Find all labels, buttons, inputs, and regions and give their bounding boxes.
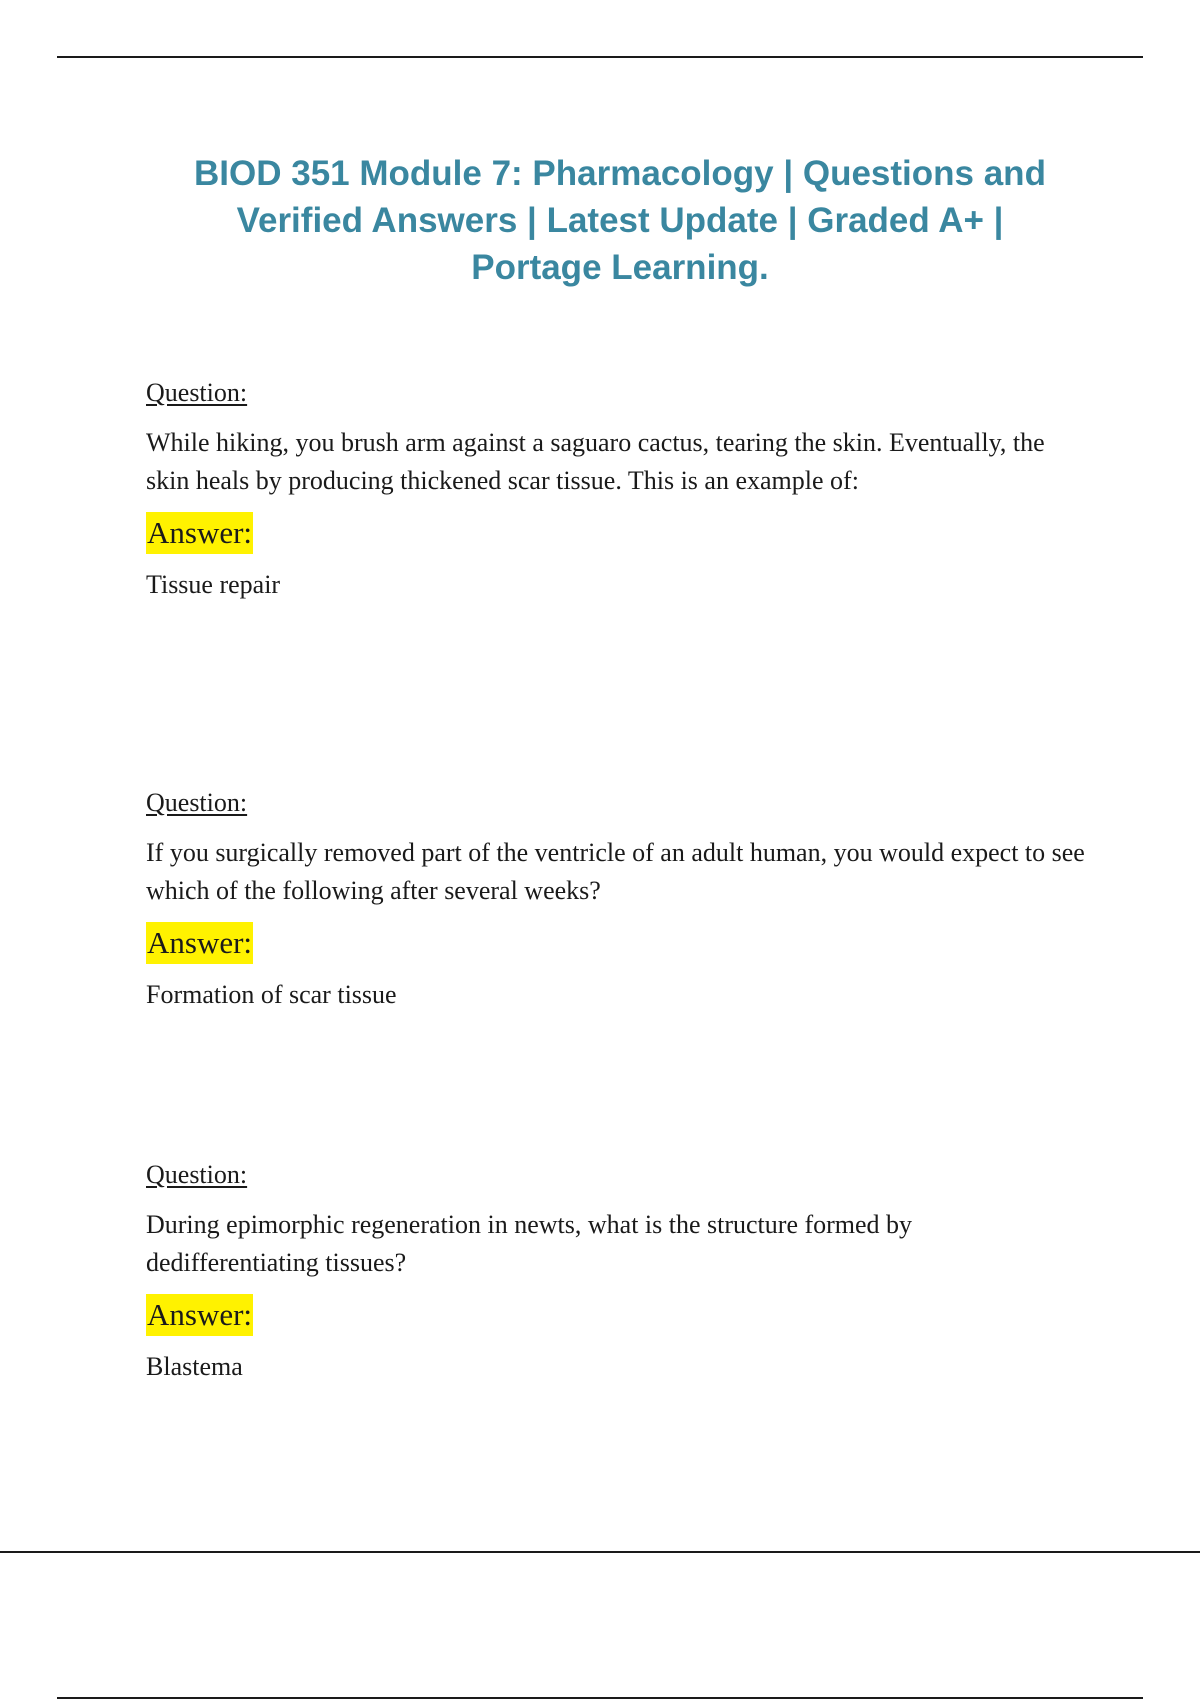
answer-label: Answer: (146, 922, 253, 964)
answer-text: Formation of scar tissue (146, 980, 397, 1009)
page-break-rule (0, 1551, 1200, 1553)
next-page-top-rule (57, 1697, 1143, 1699)
answer-text: Blastema (146, 1352, 243, 1381)
document-title: BIOD 351 Module 7: Pharmacology | Questions and Verified Answers | Latest Update | Graded A+ | Portage Learning. (194, 154, 1046, 287)
question-label: Question: (146, 788, 248, 817)
question-text: While hiking, you brush arm against a saguaro cactus, tearing the skin. Eventually, the skin heals by producing thickened scar tissue. This is an example of: (146, 428, 1045, 495)
question-text: During epimorphic regeneration in newts, what is the structure formed by dedifferentiating tissues? (146, 1210, 913, 1277)
answer-text: Tissue repair (146, 570, 281, 599)
qa-item (146, 374, 1086, 604)
question-text: If you surgically removed part of the ventricle of an adult human, you would expect to see which of the following after several weeks? (146, 838, 1085, 905)
qa-item (146, 1156, 1086, 1386)
top-rule (57, 56, 1143, 58)
question-label: Question: (146, 1160, 248, 1189)
answer-label: Answer: (146, 512, 253, 554)
question-label: Question: (146, 378, 248, 407)
answer-label: Answer: (146, 1294, 253, 1336)
qa-item (146, 784, 1086, 1014)
